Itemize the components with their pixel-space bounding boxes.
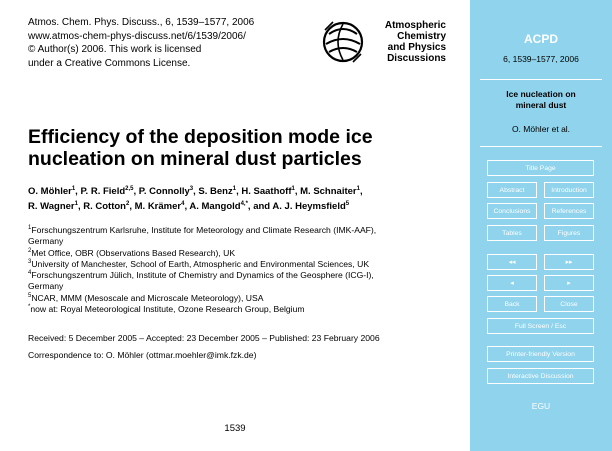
citation-line: Atmos. Chem. Phys. Discuss., 6, 1539–1577, 2006 [28,17,255,28]
affiliation-marker: 5 [28,292,32,299]
sidebar-issue: 6, 1539–1577, 2006 [503,54,579,64]
affiliation-marker: 1 [74,201,78,207]
affiliation-item: $^4$Forschungszentrum Jülich, Institute of Chemistry and Dynamics of the Geosphere (ICG-I), [28,270,374,281]
affiliation-marker: 5 [345,201,350,207]
next-page-button[interactable]: ▸ [544,275,594,291]
first-page-button[interactable]: ◂◂ [487,254,537,270]
affiliation-marker: 3 [189,186,194,192]
author-name: O. Möhler$^1$ [28,186,76,197]
sidebar-divider [480,79,602,80]
affiliation-marker: 2 [126,201,130,207]
references-button[interactable]: References [544,203,594,219]
affiliation-marker: 4,* [240,201,248,207]
affiliation-marker: 4 [181,201,185,207]
last-page-button[interactable]: ▸▸ [544,254,594,270]
affiliation-marker: * [28,304,31,311]
paper-title: Efficiency of the deposition mode ice nucleation on mineral dust particles [28,126,373,170]
affiliation-marker: 1 [71,186,76,192]
author-line: O. Möhler$^1$, P. R. Field$^{2,5}$, P. Connolly$^3$, S. Benz$^1$, H. Saathoff$^1$, M. Schnaiter$^1$, [28,186,363,197]
introduction-button[interactable]: Introduction [544,182,594,198]
citation-block [28,16,254,70]
affiliation-item: $^3$University of Manchester, School of Earth, Atmospheric and Environmental Sciences, UK [28,258,370,269]
copyright-line: © Author(s) 2006. This work is licensed [28,44,202,55]
affiliation-list [28,225,453,315]
affiliation-item: $^2$Met Office, OBR (Observations Based Research), UK [28,247,236,258]
tables-button[interactable]: Tables [487,225,537,241]
author-name: A. J. Heymsfield$^5$ [272,201,350,212]
author-name: H. Saathoff$^1$ [241,186,295,197]
journal-logo [321,18,446,70]
affiliation-item: $^5$NCAR, MMM (Mesoscale and Microscale Meteorology), USA [28,292,264,303]
figures-button[interactable]: Figures [544,225,594,241]
logo-text: Atmospheric Chemistry and Physics Discussions [384,20,446,64]
author-name: A. Mangold$^{4,*}$ [189,201,248,212]
previous-page-button[interactable]: ◂ [487,275,537,291]
affiliation-marker: 1 [232,186,237,192]
page-number: 1539 [224,423,246,434]
affiliation-marker: 2 [28,247,32,254]
affiliation-marker: 3 [28,258,32,265]
author-name: P. Connolly$^3$ [138,186,194,197]
affiliation-item: Germany [28,281,64,292]
author-list [28,184,448,214]
author-name: M. Krämer$^4$ [134,201,185,212]
conclusions-button[interactable]: Conclusions [487,203,537,219]
full-screen-button[interactable]: Full Screen / Esc [487,318,594,334]
correspondence: Correspondence to: O. Möhler (ottmar.moehler@imk.fzk.de) [28,350,257,360]
printer-friendly-button[interactable]: Printer-friendly Version [487,346,594,362]
author-line: R. Wagner$^1$, R. Cotton$^2$, M. Krämer$^4$, A. Mangold$^{4,*}$, and A. J. Heymsfield$^5$ [28,201,350,212]
affiliation-marker: 4 [28,270,32,277]
title-page-button[interactable]: Title Page [487,160,594,176]
author-name: R. Wagner$^1$ [28,201,78,212]
affiliation-marker: 2,5 [125,186,134,192]
author-name: P. R. Field$^{2,5}$ [80,186,134,197]
sidebar-short-title: Ice nucleation on mineral dust [506,89,576,110]
sidebar-author: O. Möhler et al. [511,124,571,134]
sidebar-journal-name: ACPD [523,32,558,46]
affiliation-item: $^1$Forschungszentrum Karlsruhe, Institute for Meteorology and Climate Research (IMK-AAF), [28,225,377,235]
publication-dates: Received: 5 December 2005 – Accepted: 23 December 2005 – Published: 23 February 2006 [28,333,380,343]
author-name: M. Schnaiter$^1$ [300,186,360,197]
interactive-discussion-button[interactable]: Interactive Discussion [487,368,594,384]
citation-url[interactable]: www.atmos-chem-phys-discuss.net/6/1539/2006/ [28,30,246,42]
close-button[interactable]: Close [544,296,594,312]
affiliation-item: Germany [28,236,64,247]
sidebar-divider [480,146,602,147]
affiliation-marker: 1 [291,186,295,192]
author-name: R. Cotton$^2$ [83,201,130,212]
affiliation-item: *now at: Royal Meteorological Institute, Ozone Research Group, Belgium [28,304,305,315]
affiliation-marker: 1 [28,225,32,231]
navigation-sidebar [470,0,612,451]
back-button[interactable]: Back [487,296,537,312]
affiliation-marker: 1 [356,186,360,192]
author-name: S. Benz$^1$ [198,186,237,197]
abstract-button[interactable]: Abstract [487,182,537,198]
license-line: under a Creative Commons License. [28,57,191,69]
egu-label: EGU [531,401,551,411]
